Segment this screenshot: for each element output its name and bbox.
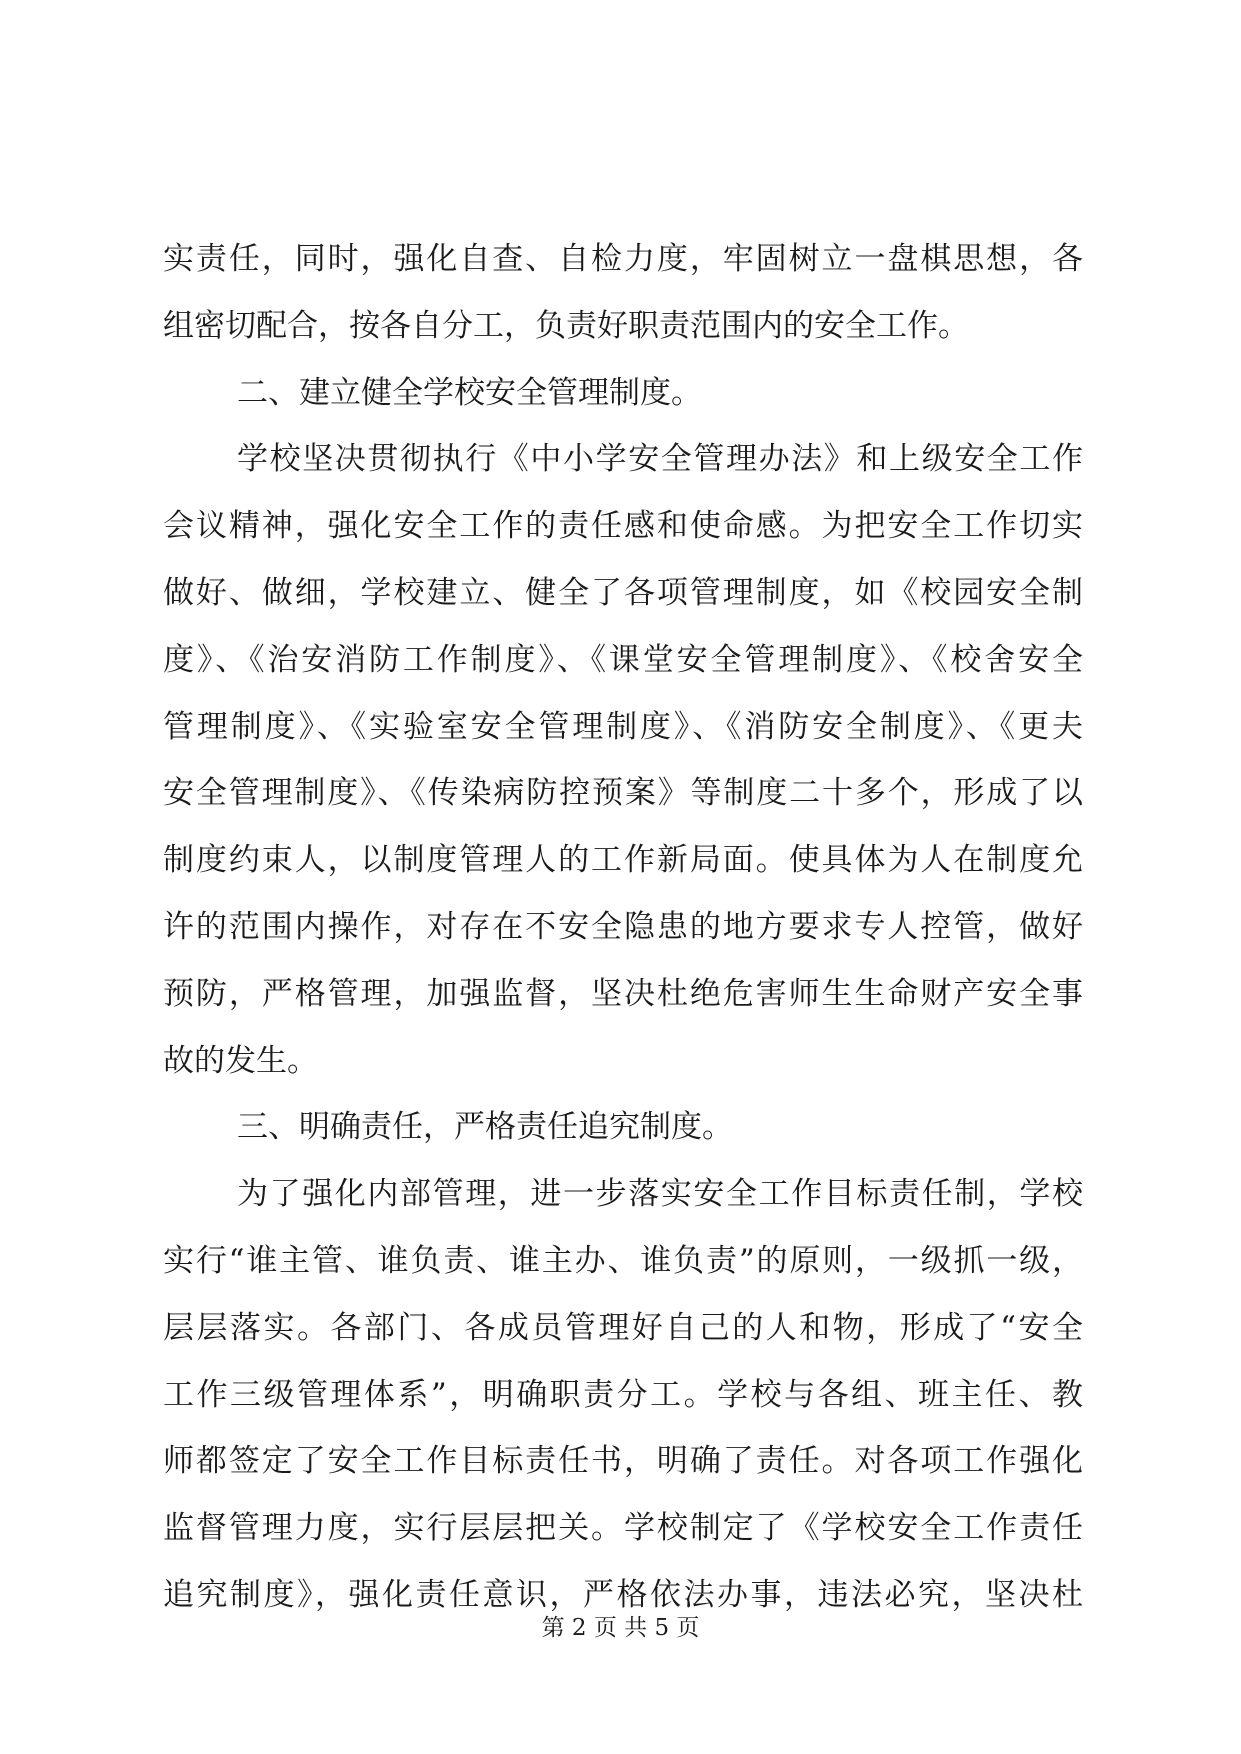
body-line: 度》、《治安消防工作制度》、《课堂安全管理制度》、《校舍安全 (163, 641, 1083, 678)
body-line: 故的发生。 (163, 1042, 318, 1079)
body-line: 实责任，同时，强化自查、自检力度，牢固树立一盘棋思想，各 (163, 241, 1083, 277)
section-heading: 二、建立健全学校安全管理制度。 (237, 374, 702, 411)
page-number-label: 第 2 页 共 5 页 (541, 1615, 700, 1641)
body-line: 追究制度》，强化责任意识，严格依法办事，违法必究，坚决杜 (163, 1576, 1083, 1613)
body-line: 实行“谁主管、谁负责、谁主办、谁负责”的原则，一级抓一级， (163, 1242, 1083, 1279)
body-line: 管理制度》、《实验室安全管理制度》、《消防安全制度》、《更夫 (163, 708, 1083, 745)
body-line: 预防，严格管理，加强监督，坚决杜绝危害师生生命财产安全事 (163, 975, 1083, 1012)
body-line: 组密切配合，按各自分工，负责好职责范围内的安全工作。 (163, 307, 969, 344)
body-line: 制度约束人，以制度管理人的工作新局面。使具体为人在制度允 (163, 842, 1083, 879)
body-line: 师都签定了安全工作目标责任书，明确了责任。对各项工作强化 (163, 1443, 1083, 1480)
body-line: 层层落实。各部门、各成员管理好自己的人和物，形成了“安全 (163, 1309, 1083, 1346)
body-line: 监督管理力度，实行层层把关。学校制定了《学校安全工作责任 (163, 1510, 1083, 1547)
paragraph-first-line: 为了强化内部管理，进一步落实安全工作目标责任制，学校 (237, 1176, 1083, 1213)
page-footer (0, 1613, 1241, 1643)
body-line: 做好、做细，学校建立、健全了各项管理制度，如《校园安全制 (163, 574, 1083, 611)
paragraph-first-line: 学校坚决贯彻执行《中小学安全管理办法》和上级安全工作 (237, 441, 1083, 478)
body-line: 许的范围内操作，对存在不安全隐患的地方要求专人控管，做好 (163, 908, 1083, 945)
document-body (163, 226, 1083, 1629)
body-line: 安全管理制度》、《传染病防控预案》等制度二十多个，形成了以 (163, 775, 1083, 812)
section-heading: 三、明确责任，严格责任追究制度。 (237, 1109, 733, 1146)
body-line: 工作三级管理体系”，明确职责分工。学校与各组、班主任、教 (163, 1376, 1083, 1413)
body-line: 会议精神，强化安全工作的责任感和使命感。为把安全工作切实 (163, 508, 1083, 545)
